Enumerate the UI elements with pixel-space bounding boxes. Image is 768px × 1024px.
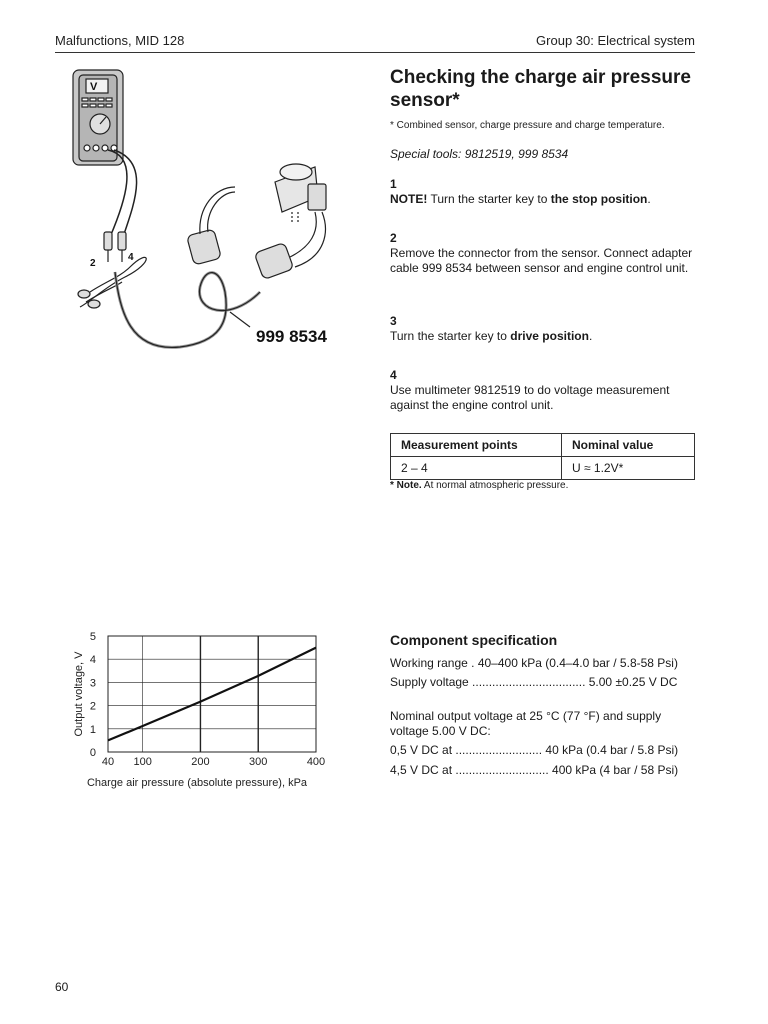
page-number: 60 bbox=[55, 980, 69, 994]
title-footnote: * Combined sensor, charge pressure and charge temperature. bbox=[390, 120, 665, 131]
x-axis-label: Charge air pressure (absolute pressure), kPa bbox=[86, 777, 308, 789]
spec-nominal-high bbox=[390, 763, 700, 778]
y-tick-label: 1 bbox=[89, 723, 96, 736]
table-note-marker: * Note. bbox=[390, 480, 422, 491]
step-emphasis: the stop position bbox=[550, 192, 648, 206]
spec-value: 5.00 ±0.25 V DC bbox=[588, 675, 678, 689]
component-spec-heading: Component specification bbox=[390, 632, 558, 648]
spec-value: 40 kPa (0.4 bar / 5.8 Psi) bbox=[545, 743, 679, 757]
y-tick-label: 4 bbox=[89, 654, 96, 667]
adapter-connector-b bbox=[254, 242, 294, 279]
y-tick-label: 3 bbox=[89, 677, 96, 690]
step-run: . bbox=[647, 192, 651, 206]
spec-nominal-intro: Nominal output voltage at 25 °C (77 °F) and supply voltage 5.00 V DC: bbox=[390, 709, 662, 738]
lead-label-4: 4 bbox=[128, 252, 134, 263]
step-number: 1 bbox=[390, 177, 397, 191]
table-header-row bbox=[391, 434, 695, 457]
y-tick-label: 2 bbox=[89, 700, 96, 713]
step-number: 4 bbox=[390, 368, 397, 382]
table-cell: 2 – 4 bbox=[391, 457, 562, 480]
step-emphasis: drive position bbox=[510, 329, 589, 343]
step-number: 3 bbox=[390, 314, 397, 328]
y-tick-label: 5 bbox=[89, 631, 96, 643]
step-run: Turn the starter key to bbox=[427, 192, 551, 206]
step-number: 2 bbox=[390, 231, 397, 245]
spec-label: 4,5 V DC at ............................ bbox=[390, 763, 553, 777]
spec-label: Supply voltage .................................. bbox=[390, 675, 589, 689]
page-title: Checking the charge air pressure sensor* bbox=[390, 67, 691, 111]
table-cell: U ≈ 1.2V* bbox=[562, 457, 695, 480]
spec-value: 40–400 kPa (0.4–4.0 bar / 5.8-58 Psi) bbox=[477, 656, 678, 670]
series-line bbox=[108, 648, 316, 741]
x-tick-label: 300 bbox=[249, 756, 268, 768]
adapter-cable-label: 999 8534 bbox=[256, 327, 327, 346]
chart-frame bbox=[108, 636, 316, 752]
lead-label-2: 2 bbox=[90, 258, 96, 269]
spec-label: Working range . bbox=[390, 656, 478, 670]
step-run: . bbox=[588, 329, 593, 343]
step-3 bbox=[390, 314, 710, 344]
y-axis-label: Output voltage, V bbox=[73, 651, 85, 737]
table-note bbox=[390, 480, 568, 491]
meter-display-text: V bbox=[90, 81, 98, 93]
spec-value: 400 kPa (4 bar / 58 Psi) bbox=[552, 763, 679, 777]
table-header-cell: Measurement points bbox=[391, 434, 562, 457]
multimeter-illustration bbox=[60, 62, 350, 362]
spec-supply-voltage bbox=[390, 675, 700, 690]
step-2 bbox=[390, 231, 710, 276]
spec-working-range bbox=[390, 656, 700, 671]
step-run: Turn the starter key to bbox=[390, 329, 511, 343]
y-tick-label: 0 bbox=[89, 747, 96, 759]
step-run: Use multimeter 9812519 to do voltage measurement against the engine control unit. bbox=[390, 383, 670, 412]
measurement-table bbox=[390, 433, 695, 480]
step-run: Remove the connector from the sensor. Connect adapter cable 999 8534 between sensor and engine control unit. bbox=[390, 246, 693, 275]
step-emphasis: NOTE! bbox=[390, 192, 428, 206]
header-right: Group 30: Electrical system bbox=[536, 33, 695, 48]
step-text bbox=[390, 246, 692, 275]
step-1 bbox=[390, 177, 710, 207]
step-text bbox=[390, 192, 651, 206]
header-divider bbox=[55, 52, 695, 53]
step-text bbox=[390, 383, 670, 412]
x-tick-label: 100 bbox=[133, 756, 152, 768]
spec-label: 0,5 V DC at .......................... bbox=[390, 743, 546, 757]
step-text bbox=[390, 329, 592, 343]
table-row bbox=[391, 457, 695, 480]
table-note-text: At normal atmospheric pressure. bbox=[421, 480, 569, 491]
adapter-connector-a bbox=[187, 229, 222, 265]
special-tools: Special tools: 9812519, 999 8534 bbox=[390, 147, 569, 161]
spec-nominal-low bbox=[390, 743, 700, 758]
header-left: Malfunctions, MID 128 bbox=[55, 33, 185, 48]
x-tick-label: 400 bbox=[306, 756, 326, 768]
x-tick-label: 200 bbox=[191, 756, 210, 768]
output-voltage-chart bbox=[68, 626, 338, 796]
step-4 bbox=[390, 368, 710, 413]
x-tick-label: 40 bbox=[101, 756, 115, 768]
table-header-cell: Nominal value bbox=[562, 434, 695, 457]
